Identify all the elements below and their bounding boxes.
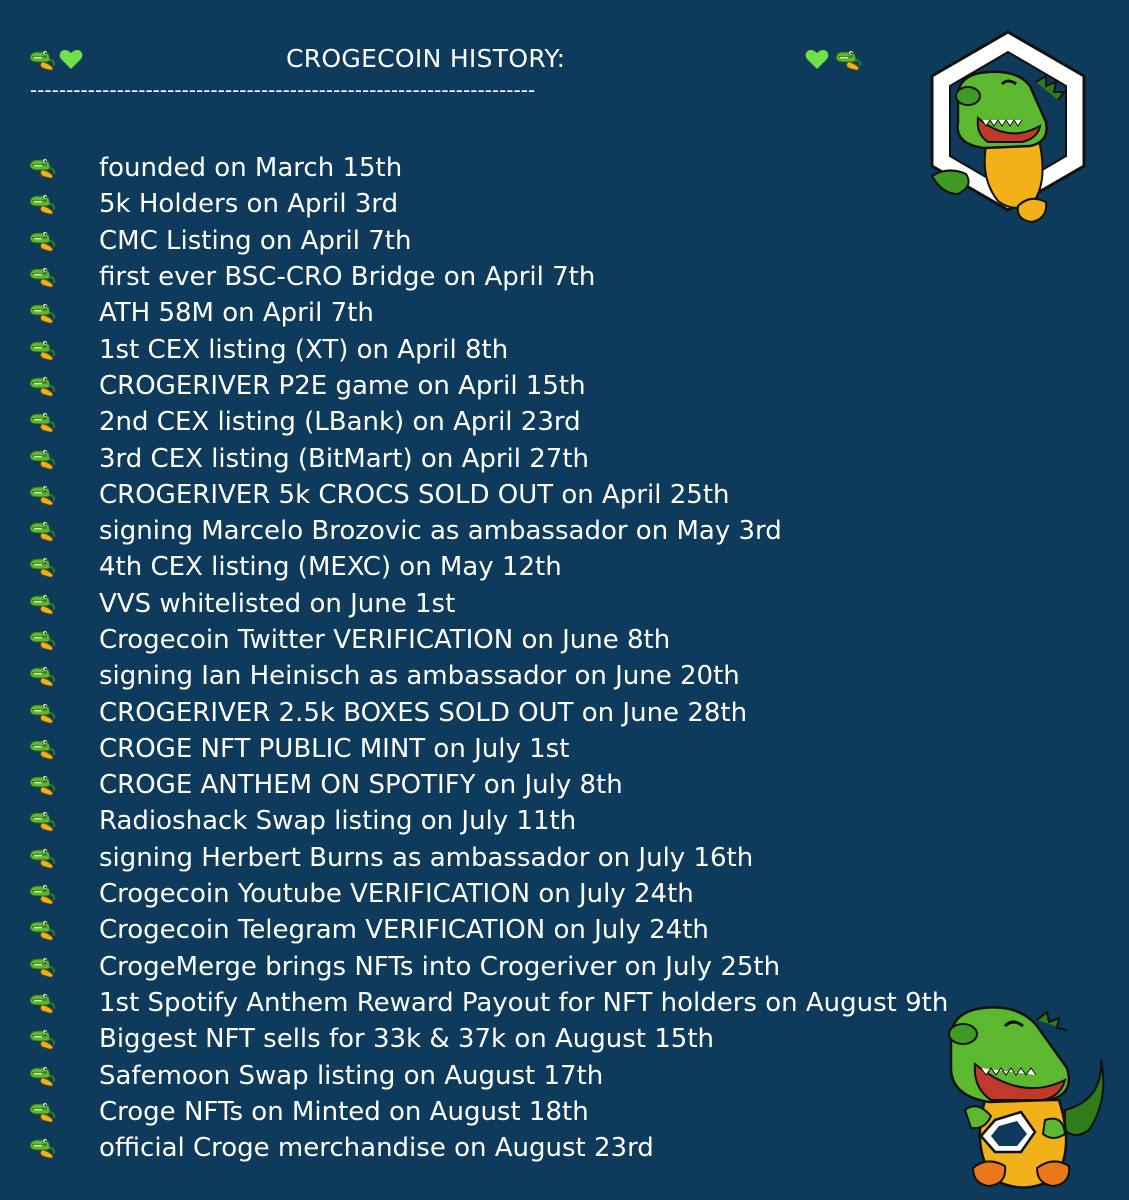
history-item: [28, 586, 948, 622]
history-item-text: CROGE NFT PUBLIC MINT on July 1st: [99, 733, 570, 764]
history-item-text: first ever BSC-CRO Bridge on April 7th: [99, 262, 596, 293]
history-item: [28, 259, 948, 295]
crocodile-bullet-icon: [28, 229, 99, 253]
crocodile-bullet-icon: [28, 592, 99, 616]
history-item-text: founded on March 15th: [99, 153, 403, 184]
history-item: [28, 150, 948, 186]
history-item: [28, 223, 948, 259]
history-item: [28, 840, 948, 876]
crocodile-bullet-icon: [28, 773, 99, 797]
crocodile-bullet-icon: [28, 664, 99, 688]
history-list: [28, 150, 948, 1166]
history-item-text: CROGERIVER P2E game on April 15th: [99, 370, 586, 401]
crocodile-bullet-icon: [28, 701, 99, 725]
crocodile-bullet-icon: [28, 628, 99, 652]
green-heart-icon: [804, 48, 830, 70]
crocodile-bullet-icon: [28, 265, 99, 289]
history-item: [28, 731, 948, 767]
history-item: [28, 440, 948, 476]
history-item-text: ATH 58M on April 7th: [99, 298, 374, 329]
divider-line: ----------------------------------------------------------------------: [30, 78, 536, 102]
crocodile-mascot-bottom: [925, 990, 1115, 1190]
history-item-text: 5k Holders on April 3rd: [99, 189, 399, 220]
history-item-text: Biggest NFT sells for 33k & 37k on August 15th: [99, 1024, 714, 1055]
history-item: [28, 1021, 948, 1057]
crocodile-icon: [834, 48, 862, 72]
history-item-text: 2nd CEX listing (LBank) on April 23rd: [99, 407, 581, 438]
history-item: [28, 767, 948, 803]
crocodile-bullet-icon: [28, 519, 99, 543]
history-item: [28, 694, 948, 730]
history-item: [28, 477, 948, 513]
history-item-text: 4th CEX listing (MEXC) on May 12th: [99, 552, 562, 583]
history-item: [28, 912, 948, 948]
history-item: [28, 803, 948, 839]
history-item: [28, 1094, 948, 1130]
crocodile-mascot-logo: [918, 26, 1098, 236]
history-item-text: signing Herbert Burns as ambassador on July 16th: [99, 842, 754, 873]
history-item-text: signing Ian Heinisch as ambassador on June 20th: [99, 661, 740, 692]
history-item-text: VVS whitelisted on June 1st: [99, 588, 456, 619]
crocodile-bullet-icon: [28, 192, 99, 216]
history-item-text: Crogecoin Twitter VERIFICATION on June 8th: [99, 625, 671, 655]
history-item-text: CROGERIVER 2.5k BOXES SOLD OUT on June 28th: [99, 697, 748, 728]
history-item-text: CROGERIVER 5k CROCS SOLD OUT on April 25th: [99, 479, 730, 510]
history-item-text: CROGE ANTHEM ON SPOTIFY on July 8th: [99, 770, 623, 801]
history-item: [28, 368, 948, 404]
history-item: [28, 331, 948, 367]
history-item: [28, 186, 948, 222]
history-item: [28, 1057, 948, 1093]
crocodile-bullet-icon: [28, 1100, 99, 1124]
history-item-text: Croge NFTs on Minted on August 18th: [99, 1096, 589, 1127]
crocodile-bullet-icon: [28, 156, 99, 180]
history-item-text: signing Marcelo Brozovic as ambassador on May 3rd: [99, 516, 782, 547]
history-item-text: CMC Listing on April 7th: [99, 225, 412, 256]
crocodile-bullet-icon: [28, 809, 99, 833]
crocodile-bullet-icon: [28, 374, 99, 398]
crocodile-bullet-icon: [28, 301, 99, 325]
crocodile-bullet-icon: [28, 1136, 99, 1160]
header: [28, 40, 868, 80]
history-item: [28, 1130, 948, 1166]
history-item: [28, 622, 948, 658]
history-item-text: Crogecoin Youtube VERIFICATION on July 24th: [99, 879, 694, 910]
history-item-text: Radioshack Swap listing on July 11th: [99, 806, 577, 837]
history-item-text: Crogecoin Telegram VERIFICATION on July 24th: [99, 915, 709, 946]
history-item-text: official Croge merchandise on August 23rd: [99, 1133, 654, 1164]
crocodile-bullet-icon: [28, 882, 99, 906]
history-item-text: 1st Spotify Anthem Reward Payout for NFT holders on August 9th: [99, 987, 949, 1018]
history-item: [28, 549, 948, 585]
crocodile-bullet-icon: [28, 338, 99, 362]
crocodile-bullet-icon: [28, 447, 99, 471]
history-item: [28, 658, 948, 694]
crocodile-bullet-icon: [28, 846, 99, 870]
green-heart-icon: [58, 48, 84, 70]
crocodile-bullet-icon: [28, 918, 99, 942]
history-item-text: 3rd CEX listing (BitMart) on April 27th: [99, 443, 590, 474]
history-item: [28, 404, 948, 440]
crocodile-bullet-icon: [28, 555, 99, 579]
history-item-text: Safemoon Swap listing on August 17th: [99, 1060, 604, 1091]
crocodile-bullet-icon: [28, 991, 99, 1015]
history-item: [28, 295, 948, 331]
history-item-text: 1st CEX listing (XT) on April 8th: [99, 334, 509, 365]
crocodile-bullet-icon: [28, 410, 99, 434]
crocodile-bullet-icon: [28, 955, 99, 979]
crocodile-icon: [28, 48, 56, 72]
history-item: [28, 513, 948, 549]
history-item: [28, 876, 948, 912]
crocodile-bullet-icon: [28, 1064, 99, 1088]
page-title: CROGECOIN HISTORY:: [286, 44, 566, 73]
crocodile-bullet-icon: [28, 483, 99, 507]
history-item: [28, 949, 948, 985]
crocodile-bullet-icon: [28, 1027, 99, 1051]
history-item-text: CrogeMerge brings NFTs into Crogeriver on July 25th: [99, 951, 781, 982]
crocodile-bullet-icon: [28, 737, 99, 761]
history-item: [28, 985, 948, 1021]
